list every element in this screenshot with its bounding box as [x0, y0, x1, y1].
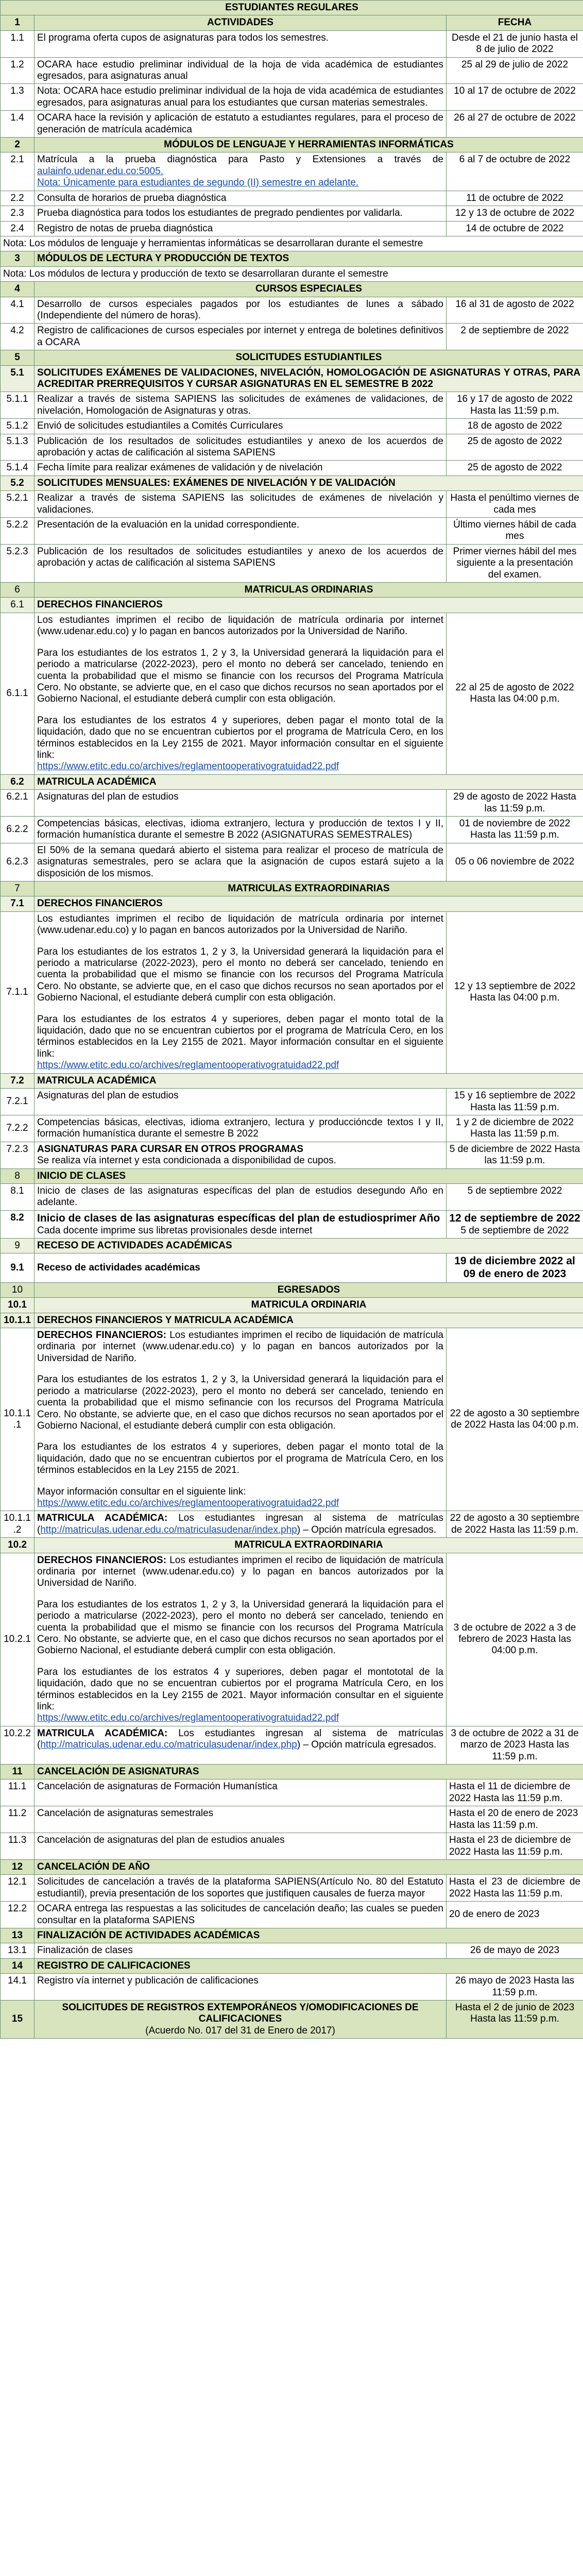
row-date: 25 de agosto de 2022 — [447, 434, 583, 461]
activity-heading: DERECHOS FINANCIEROS: — [37, 1554, 167, 1566]
row-number: 2.4 — [1, 221, 35, 236]
table-row — [1, 1875, 583, 1902]
row-number: 6.2.1 — [1, 790, 35, 817]
regulation-link[interactable]: https://www.etitc.edu.co/archives/reglamentooperativogratuidad22.pdf — [37, 761, 339, 772]
regulation-link[interactable]: https://www.etitc.edu.co/archives/reglamentooperativogratuidad22.pdf — [37, 1713, 339, 1724]
row-activity: Prueba diagnóstica para todos los estudiantes de pregrado pendientes por validarla. — [35, 206, 447, 221]
section-header — [1, 1859, 583, 1874]
row-number: 2.1 — [1, 152, 35, 191]
table-row — [1, 419, 583, 434]
section-number: 2 — [1, 138, 35, 152]
row-activity — [35, 152, 447, 191]
section-title: SOLICITUDES ESTUDIANTILES — [35, 350, 583, 365]
table-row — [1, 324, 583, 350]
row-date: 01 de noviembre de 2022 Hasta las 11:59 p.m. — [447, 816, 583, 843]
row-number: 2.2 — [1, 191, 35, 206]
activity-text: ) – Opción matrícula egresados. — [297, 1739, 437, 1751]
subsection-number: 7.2 — [1, 1073, 35, 1088]
row-number: 10.2.1 — [1, 1553, 35, 1726]
row-activity: Cancelación de asignaturas de Formación Humanística — [35, 1780, 447, 1806]
row-activity: Registro vía internet y publicación de calificaciones — [35, 1974, 447, 2001]
subsection-title: DERECHOS FINANCIEROS Y MATRICULA ACADÉMICA — [35, 1313, 583, 1328]
paragraph: Para los estudiantes de los estratos 4 y superiores, deben pagar el montototal de la liquidación, dado que no se encuentran cubiertos por el programa Matrícula Cero, en los términos establecidos en la Ley 2155 de 2021. Mayor información consultar en el siguiente link: — [37, 1666, 443, 1713]
row-number: 11.1 — [1, 1780, 35, 1806]
row-date: 5 de diciembre de 2022 Hasta las 11:59 p.m. — [447, 1142, 583, 1168]
subsection-number: 10.2 — [1, 1538, 35, 1553]
activity-text: Los estudiantes ingresan al sistema de matrículas ( — [37, 1727, 443, 1751]
row-date — [447, 1210, 583, 1238]
row-number: 7.2.1 — [1, 1089, 35, 1115]
subsection-title: DERECHOS FINANCIEROS — [35, 896, 583, 911]
row-date: 25 al 29 de julio de 2022 — [447, 57, 583, 84]
row-number: 5.1.3 — [1, 434, 35, 461]
table-row — [1, 1806, 583, 1833]
activity-heading: DERECHOS FINANCIEROS: — [37, 1330, 167, 1341]
table-row — [1, 191, 583, 206]
subsection-header — [1, 598, 583, 613]
row-number: 5.1.1 — [1, 392, 35, 419]
row-date: Hasta el 23 de diciembre de 2022 Hasta las 11:59 p.m. — [447, 1833, 583, 1860]
row-activity — [35, 1511, 447, 1538]
note-row — [1, 266, 583, 281]
row-activity: Finalización de clases — [35, 1943, 447, 1958]
section-title: FINALIZACIÓN DE ACTIVIDADES ACADÉMICAS — [35, 1928, 583, 1943]
paragraph: Mayor información consultar en el siguiente link: — [37, 1486, 246, 1497]
row-date: Hasta el 20 de enero de 2023 Hasta las 11:59 p.m. — [447, 1806, 583, 1833]
section-number: 10 — [1, 1282, 35, 1297]
table-row — [1, 816, 583, 843]
column-header-row — [1, 15, 583, 30]
subsection-number: 6.2 — [1, 774, 35, 789]
paragraph: Para los estudiantes de los estratos 4 y superiores, deben pagar el monto total de la liquidación, dado que no se encuentran cubiertos por el programa de Matrícula Cero, en los términos establecidos en la Ley 2155 de 2021. Mayor información consultar en el siguiente link: — [37, 715, 443, 760]
row-date: 6 al 7 de octubre de 2022 — [447, 152, 583, 191]
row-number: 11.3 — [1, 1833, 35, 1860]
row-activity — [35, 1142, 447, 1168]
section-number: 9 — [1, 1238, 35, 1253]
activity-text: Los estudiantes ingresan al sistema de matrículas ( — [37, 1513, 443, 1535]
table-row — [1, 1210, 583, 1238]
aulainfo-link[interactable]: aulainfo.udenar.edu.co:5005. — [37, 165, 164, 177]
row-activity: Competencias básicas, electivas, idioma extranjero, lectura y producción de textos I y II, formación humanística durante el semestre B 2022 (ASIGNATURAS SEMESTRALES) — [35, 816, 447, 843]
row-date: 3 de octubre de 2022 a 31 de marzo de 2023 Hasta las 11:59 p.m. — [447, 1726, 583, 1764]
section-header — [1, 251, 583, 266]
row-date: 14 de octubre de 2022 — [447, 221, 583, 236]
section-header — [1, 2000, 583, 2038]
row-number: 13.1 — [1, 1943, 35, 1958]
section-title: SOLICITUDES DE REGISTROS EXTEMPORÁNEOS Y/OMODIFICACIONES DE CALIFICACIONES — [62, 2002, 419, 2025]
row-number: 7.2.3 — [1, 1142, 35, 1168]
table-row — [1, 1974, 583, 2001]
paragraph: Para los estudiantes de los estratos 4 y superiores, deben pagar el monto total de la liquidación, dado que no se encuentran cubiertos por el programa de Matrícula Cero, en los términos establecidos en la Ley 2155 de 2021. — [37, 1442, 443, 1476]
matriculas-link[interactable]: http://matriculas.udenar.edu.co/matriculasudenar/index.php — [40, 1524, 297, 1535]
section-number: 11 — [1, 1765, 35, 1780]
section-note: Nota: Los módulos de lectura y producción de texto se desarrollaran durante el semestre — [1, 266, 583, 281]
paragraph: Para los estudiantes de los estratos 1, 2 y 3, la Universidad generará la liquidación para el periodo a matricularse (2022-2023), pero el monto no deberá ser cancelado, teniendo en cuenta la probabilidad que el mismo se financie con los recursos del Programa Matrícula Cero. No obstante, se advierte que, en el caso que dichos recursos no sean aportados por el Gobierno Nacional, el estudiante deberá cumplir con esta obligación. — [37, 946, 443, 1004]
section-title: RECESO DE ACTIVIDADES ACADÉMICAS — [35, 1238, 583, 1253]
row-activity: Asignaturas del plan de estudios — [35, 790, 447, 817]
section-subtitle: (Acuerdo No. 017 del 31 de Enero de 2017) — [145, 2025, 335, 2036]
row-activity: Asignaturas del plan de estudios — [35, 1089, 447, 1115]
subsection-number: 6.1 — [1, 598, 35, 613]
section-number: 15 — [1, 2000, 35, 2038]
subsection-title: SOLICITUDES MENSUALES: EXÁMENES DE NIVELACIÓN Y DE VALIDACIÓN — [35, 476, 583, 490]
table-row — [1, 1726, 583, 1764]
row-number: 10.1.1.1 — [1, 1328, 35, 1511]
table-row — [1, 613, 583, 774]
row-activity: OCARA entrega las respuestas a las solicitudes de cancelación deaño; las cuales se pueden consultar en la plataforma SAPIENS — [35, 1902, 447, 1928]
row-number: 6.2.3 — [1, 843, 35, 881]
activity-note: Nota: Únicamente para estudiantes de segundo (II) semestre en adelante. — [37, 177, 359, 189]
row-number: 1.3 — [1, 84, 35, 111]
row-number: 6.1.1 — [1, 613, 35, 774]
row-activity — [35, 911, 447, 1073]
row-number: 5.2.3 — [1, 544, 35, 582]
row-date: 29 de agosto de 2022 Hasta las 11:59 p.m. — [447, 790, 583, 817]
activity-heading: Inicio de clases de las asignaturas específicas del plan de estudiosprimer Año — [37, 1212, 440, 1224]
row-date: 26 de mayo de 2023 — [447, 1943, 583, 1958]
paragraph: Los estudiantes imprimen el recibo de liquidación de matrícula ordinaria por internet (www.udenar.edu.co) y lo pagan en bancos autorizados por la Universidad de Nariño. — [37, 913, 443, 936]
row-activity: Competencias básicas, electivas, idioma extranjero, lectura y produccióncde textos I y II, formación humanística durante el semestre B 2022 — [35, 1115, 447, 1142]
subsection-number: 10.1 — [1, 1298, 35, 1313]
activities-header: ACTIVIDADES — [35, 15, 447, 30]
row-date: 15 y 16 septiembre de 2022 Hasta las 11:59 p.m. — [447, 1089, 583, 1115]
row-activity: Registro de notas de prueba diagnóstica — [35, 221, 447, 236]
row-date: 22 al 25 de agosto de 2022 Hasta las 04:00 p.m. — [447, 613, 583, 774]
section-title: EGRESADOS — [35, 1282, 583, 1297]
section-title: CANCELACIÓN DE ASIGNATURAS — [35, 1765, 583, 1780]
subsection-header — [1, 1073, 583, 1088]
paragraph: Los estudiantes imprimen el recibo de liquidación de matrícula ordinaria por internet (www.udenar.edu.co) y lo pagan en bancos autorizados por la Universidad de Nariño. — [37, 614, 443, 637]
subsection-title: MATRICULA EXTRAORDINARIA — [35, 1538, 583, 1553]
row-date: 12 y 13 de octubre de 2022 — [447, 206, 583, 221]
row-date: 3 de octubre de 2022 a 3 de febrero de 2023 Hasta las 04:00 p.m. — [447, 1553, 583, 1726]
matriculas-link[interactable]: http://matriculas.udenar.edu.co/matriculasudenar/index.php — [40, 1739, 297, 1751]
row-number: 14.1 — [1, 1974, 35, 2001]
table-row — [1, 461, 583, 476]
date-header: FECHA — [447, 15, 583, 30]
paragraph: Para los estudiantes de los estratos 1, 2 y 3, la Universidad generará la liquidación para el periodo a matricularse (2022-2023), pero el monto no deberá ser cancelado, teniendo en cuenta la probabilidad que el mismo se financie con los recursos del Programa Matrícula Cero. No obstante, se advierte que, en el caso que dichos recursos no sean aportados por el Gobierno Nacional, el estudiante deberá cumplir con esta obligación. — [37, 647, 443, 705]
row-number: 7.2.2 — [1, 1115, 35, 1142]
row-number: 5.1.2 — [1, 419, 35, 434]
activity-text: ) – Opción matrícula egresados. — [297, 1524, 437, 1535]
subsection-header — [1, 365, 583, 392]
row-activity — [35, 1210, 447, 1238]
table-row — [1, 206, 583, 221]
row-activity: OCARA hace la revisión y aplicación de estatuto a estudiantes regulares, para el proceso de generación de matrícula académica — [35, 111, 447, 138]
table-row — [1, 111, 583, 138]
row-activity: OCARA hace estudio preliminar individual de la hoja de vida académica de estudiantes egresados, para asignaturas anual — [35, 57, 447, 84]
section-header — [1, 1765, 583, 1780]
row-date: 26 al 27 de octubre de 2022 — [447, 111, 583, 138]
paragraph: Los estudiantes imprimen el recibo de liquidación de matrícula ordinaria por internet (www.udenar.edu.co) y lo pagan en bancos autorizados por la Universidad de Nariño. — [37, 1330, 443, 1364]
note-row — [1, 236, 583, 251]
activity-heading: MATRICULA ACADÉMICA: — [37, 1727, 168, 1739]
section-header — [1, 1282, 583, 1297]
row-number: 6.2.2 — [1, 816, 35, 843]
row-date: 18 de agosto de 2022 — [447, 419, 583, 434]
table-row — [1, 1183, 583, 1210]
section-number: 6 — [1, 583, 35, 598]
section-header — [1, 282, 583, 297]
row-date: 05 o 06 noviembre de 2022 — [447, 843, 583, 881]
section-title: MÓDULOS DE LENGUAJE Y HERRAMIENTAS INFORMÁTICAS — [35, 138, 583, 152]
table-row — [1, 1943, 583, 1958]
table-row — [1, 491, 583, 518]
table-row — [1, 1142, 583, 1168]
activity-text: Cada docente imprime sus libretas provisionales desde internet — [37, 1225, 313, 1236]
section-number: 13 — [1, 1928, 35, 1943]
activity-text: Se realiza vía internet y esta condicionada a disponibilidad de cupos. — [37, 1155, 336, 1166]
table-row — [1, 1833, 583, 1860]
row-number: 10.1.1.2 — [1, 1511, 35, 1538]
row-date: 20 de enero de 2023 — [447, 1902, 583, 1928]
section-number: 8 — [1, 1168, 35, 1183]
row-activity: Presentación de la evaluación en la unidad correspondiente. — [35, 518, 447, 545]
row-activity — [35, 613, 447, 774]
section-header — [1, 1958, 583, 1973]
table-row — [1, 790, 583, 817]
row-number: 5.2.1 — [1, 491, 35, 518]
section-title: REGISTRO DE CALIFICACIONES — [35, 1958, 583, 1973]
header-title: ESTUDIANTES REGULARES — [1, 1, 583, 15]
row-activity: Fecha límite para realizar exámenes de validación y de nivelación — [35, 461, 447, 476]
table-row — [1, 392, 583, 419]
regulation-link[interactable]: https://www.etitc.edu.co/archives/reglamentooperativogratuidad22.pdf — [37, 1060, 339, 1071]
table-row — [1, 221, 583, 236]
row-date: Hasta el penúltimo viernes de cada mes — [447, 491, 583, 518]
table-row — [1, 1780, 583, 1806]
row-date: Último viernes hábil de cada mes — [447, 518, 583, 545]
row-date: 16 al 31 de agosto de 2022 — [447, 297, 583, 324]
subsection-header — [1, 1538, 583, 1553]
row-date: 19 de diciembre 2022 al 09 de enero de 2023 — [447, 1253, 583, 1283]
row-activity: Envió de solicitudes estudiantiles a Comités Curriculares — [35, 419, 447, 434]
row-number: 5.1.4 — [1, 461, 35, 476]
row-number: 8.1 — [1, 1183, 35, 1210]
table-row — [1, 843, 583, 881]
subsection-title: SOLICITUDES EXÁMENES DE VALIDACIONES, NIVELACIÓN, HOMOLOGACIÓN DE ASIGNATURAS Y OTRAS, PARA ACREDITAR PRERREQUISITOS Y CURSAR ASIGNATURAS EN EL SEMESTRE B 2022 — [35, 365, 583, 392]
table-row — [1, 84, 583, 111]
paragraph: Para los estudiantes de los estratos 1, 2 y 3, la Universidad generará la liquidación para el periodo a matricularse (2022-2023), pero el monto no deberá ser cancelado, teniendo en cuenta la probabilidad que el mismo sefinancie con los recursos del Programa Matrícula Cero. No obstante, se advierte que, en el caso que dichos recursos no sean aportados por el Gobierno Nacional, el estudiante deberá cumplir con esta obligación. — [37, 1374, 443, 1431]
row-date: 26 mayo de 2023 Hasta las 11:59 p.m. — [447, 1974, 583, 2001]
row-number: 5.2.2 — [1, 518, 35, 545]
row-date: 25 de agosto de 2022 — [447, 461, 583, 476]
row-date: 10 al 17 de octubre de 2022 — [447, 84, 583, 111]
section-note: Nota: Los módulos de lenguaje y herramientas informáticas se desarrollaran durante el semestre — [1, 236, 583, 251]
table-row — [1, 544, 583, 582]
row-date: 22 de agosto a 30 septiembre de 2022 Hasta las 11:59 p.m. — [447, 1511, 583, 1538]
row-date: 2 de septiembre de 2022 — [447, 324, 583, 350]
row-date: Hasta el 2 de junio de 2023 Hasta las 11:59 p.m. — [447, 2000, 583, 2038]
row-activity: El 50% de la semana quedará abierto el sistema para realizar el proceso de matrícula de asignaturas semestrales, pero se aclara que la asignación de cupos estará sujeto a la disposición de los mismos. — [35, 843, 447, 881]
row-number: 4.1 — [1, 297, 35, 324]
section-number: 7 — [1, 882, 35, 896]
subsection-number: 5.1 — [1, 365, 35, 392]
row-number: 11.2 — [1, 1806, 35, 1833]
table-row — [1, 297, 583, 324]
row-activity — [35, 1328, 447, 1511]
row-activity: Nota: OCARA hace estudio preliminar individual de la hoja de vida académica de estudiantes egresados, para asignaturas anual para los estudiantes que cursan materias semestrales. — [35, 84, 447, 111]
row-activity: Receso de actividades académicas — [35, 1253, 447, 1283]
row-activity: Cancelación de asignaturas semestrales — [35, 1806, 447, 1833]
subsection-header — [1, 476, 583, 490]
regulation-link[interactable]: https://www.etitc.edu.co/archives/reglamentooperativogratuidad22.pdf — [37, 1497, 339, 1509]
row-number: 4.2 — [1, 324, 35, 350]
table-row — [1, 1902, 583, 1928]
table-row — [1, 1115, 583, 1142]
table-row — [1, 1511, 583, 1538]
date-primary: 12 de septiembre de 2022 — [449, 1212, 580, 1224]
section-header — [1, 1928, 583, 1943]
row-activity: Desarrollo de cursos especiales pagados por los estudiantes de lunes a sábado (Independiente del número de horas). — [35, 297, 447, 324]
row-date: Primer viernes hábil del mes siguiente a la presentación del examen. — [447, 544, 583, 582]
row-number: 9.1 — [1, 1253, 35, 1283]
row-activity: Consulta de horarios de prueba diagnóstica — [35, 191, 447, 206]
section-title: CURSOS ESPECIALES — [35, 282, 583, 297]
section-header — [1, 350, 583, 365]
section-title: CANCELACIÓN DE AÑO — [35, 1859, 583, 1874]
table-row — [1, 57, 583, 84]
row-date: 1 y 2 de diciembre de 2022 Hasta las 11:59 p.m. — [447, 1115, 583, 1142]
paragraph: Los estudiantes imprimen el recibo de liquidación de matrícula ordinaria por internet (www.udenar.edu.co) y lo pagan en bancos autorizados por la Universidad de Nariño. — [37, 1554, 443, 1589]
row-date: Hasta el 11 de diciembre de 2022 Hasta las 11:59 p.m. — [447, 1780, 583, 1806]
row-date: Hasta el 23 de diciembre de 2022 Hasta las 11:59 p.m. — [447, 1875, 583, 1902]
row-date: 5 de septiembre 2022 — [447, 1183, 583, 1210]
row-date: Desde el 21 de junio hasta el 8 de julio de 2022 — [447, 30, 583, 57]
table-row — [1, 1553, 583, 1726]
row-activity: Solicitudes de cancelación a través de la plataforma SAPIENS(Artículo No. 80 del Estatuto estudiantil), previa presentación de los soportes que justifiquen causales de fuerza mayor — [35, 1875, 447, 1902]
subsection-header — [1, 774, 583, 789]
subsection-number: 5.2 — [1, 476, 35, 490]
table-header-row — [1, 1, 583, 15]
table-row — [1, 911, 583, 1073]
row-activity: Inicio de clases de las asignaturas específicas del plan de estudios desegundo Año en adelante. — [35, 1183, 447, 1210]
activity-heading: ASIGNATURAS PARA CURSAR EN OTROS PROGRAMAS — [37, 1143, 303, 1155]
section-number: 4 — [1, 282, 35, 297]
subsection-header — [1, 1298, 583, 1313]
section-number: 12 — [1, 1859, 35, 1874]
row-number: 12.2 — [1, 1902, 35, 1928]
row-activity: Publicación de los resultados de solicitudes estudiantiles y anexo de los acuerdos de aprobación y actas de calificación al sistema SAPIENS — [35, 544, 447, 582]
row-number: 8.2 — [1, 1210, 35, 1238]
section-number: 3 — [1, 251, 35, 266]
paragraph: Para los estudiantes de los estratos 1, 2 y 3, la Universidad generará la liquidación para el periodo a matricularse (2022-2023), pero el monto no deberá ser cancelado, teniendo en cuenta la probabilidad que el mismo se financie con los recursos del Programa Matrícula Cero. No obstante, se advierte que, en el caso que dichos recursos no sean aportados por el Gobierno Nacional, el estudiante deberá cumplir con esta obligación. — [37, 1599, 443, 1656]
row-activity: Registro de calificaciones de cursos especiales por internet y entrega de boletines definitivos a OCARA — [35, 324, 447, 350]
row-number: 2.3 — [1, 206, 35, 221]
row-number: 12.1 — [1, 1875, 35, 1902]
section-header — [1, 1168, 583, 1183]
row-date: 12 y 13 septiembre de 2022 Hasta las 04:00 p.m. — [447, 911, 583, 1073]
table-row — [1, 30, 583, 57]
table-row — [1, 518, 583, 545]
section-number: 14 — [1, 1958, 35, 1973]
table-row — [1, 152, 583, 191]
activity-heading: MATRICULA ACADÉMICA: — [37, 1513, 168, 1524]
row-date: 16 y 17 de agosto de 2022 Hasta las 11:59 p.m. — [447, 392, 583, 419]
table-row — [1, 1328, 583, 1511]
row-number: 7.1.1 — [1, 911, 35, 1073]
section-title: MATRICULAS EXTRAORDINARIAS — [35, 882, 583, 896]
row-date: 11 de octubre de 2022 — [447, 191, 583, 206]
row-number: 1.4 — [1, 111, 35, 138]
subsection-number: 10.1.1 — [1, 1313, 35, 1328]
section-title: MATRICULAS ORDINARIAS — [35, 583, 583, 598]
row-activity — [35, 1553, 447, 1726]
row-date: 22 de agosto a 30 septiembre de 2022 Hasta las 04:00 p.m. — [447, 1328, 583, 1511]
subsection-title: MATRICULA ACADÉMICA — [35, 1073, 583, 1088]
row-activity: Realizar a través de sistema SAPIENS las solicitudes de exámenes de validaciones, de nivelación, Homologación de Asignaturas y otras. — [35, 392, 447, 419]
subsection-number: 7.1 — [1, 896, 35, 911]
section-header — [1, 583, 583, 598]
row-number: 1.2 — [1, 57, 35, 84]
subsection-title: DERECHOS FINANCIEROS — [35, 598, 583, 613]
section-header — [1, 1238, 583, 1253]
row-number: 1.1 — [1, 30, 35, 57]
row-activity: Publicación de los resultados de solicitudes estudiantiles y anexo de los acuerdos de aprobación y actas de calificación al sistema SAPIENS — [35, 434, 447, 461]
row-activity: El programa oferta cupos de asignaturas para todos los semestres. — [35, 30, 447, 57]
row-activity — [35, 1726, 447, 1764]
section-number: 5 — [1, 350, 35, 365]
section-number: 1 — [1, 15, 35, 30]
row-number: 10.2.2 — [1, 1726, 35, 1764]
subsection-header — [1, 1313, 583, 1328]
paragraph: Para los estudiantes de los estratos 4 y superiores, deben pagar el monto total de la liquidación, dado que no se encuentran cubiertos por el programa de Matrícula Cero, en los términos establecidos en la Ley 2155 de 2021. Mayor información consultar en el siguiente link: — [37, 1013, 443, 1059]
table-row — [1, 434, 583, 461]
activity-text: Matrícula a la prueba diagnóstica para Pasto y Extensiones a través de — [37, 154, 443, 165]
table-row — [1, 1253, 583, 1283]
subsection-header — [1, 896, 583, 911]
section-title: INICIO DE CLASES — [35, 1168, 583, 1183]
subsection-title: MATRICULA ORDINARIA — [35, 1298, 583, 1313]
subsection-title: MATRICULA ACADÉMICA — [35, 774, 583, 789]
row-activity: Realizar a través de sistema SAPIENS las solicitudes de exámenes de nivelación y validaciones. — [35, 491, 447, 518]
section-title-cell — [35, 2000, 447, 2038]
section-title: MÓDULOS DE LECTURA Y PRODUCCIÓN DE TEXTOS — [35, 251, 583, 266]
section-header — [1, 882, 583, 896]
row-activity: Cancelación de asignaturas del plan de estudios anuales — [35, 1833, 447, 1860]
table-row — [1, 1089, 583, 1115]
date-secondary: 5 de septiembre de 2022 — [460, 1225, 569, 1236]
section-header — [1, 138, 583, 152]
